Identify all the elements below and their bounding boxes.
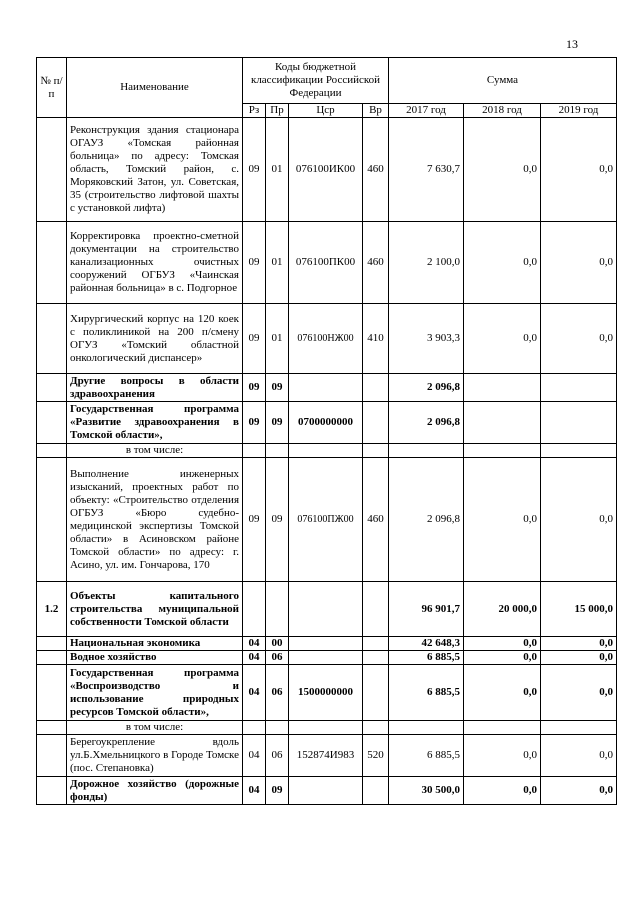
header-vr: Вр: [363, 104, 389, 118]
header-2019: 2019 год: [541, 104, 617, 118]
budget-table: [36, 57, 617, 805]
table-row: 1.2 Объекты капитального строительства муниципальной собственности Томской области 96 901,7 20 000,0 15 000,0: [37, 582, 617, 637]
table-row: Берегоукрепление вдоль ул.Б.Хмельницкого в Городе Томске (пос. Степановка) 04 06 152874И983 520 6 885,5 0,0 0,0: [37, 735, 617, 777]
header-name: Наименование: [67, 58, 243, 118]
header-num: № п/п: [37, 58, 67, 118]
table-row: в том числе:: [37, 444, 617, 458]
header-2017: 2017 год: [389, 104, 464, 118]
table-row: Хирургический корпус на 120 коек с поликлиникой на 200 п/смену ОГУЗ «Томский областной онкологический диспансер» 09 01 076100НЖ00 410 3 903,3 0,0 0,0: [37, 304, 617, 374]
table-row: в том числе:: [37, 721, 617, 735]
table-row: Реконструкция здания стационара ОГАУЗ «Томская районная больница» по адресу: Томская область, Томский район, с. Моряковский Затон, ул. Советская, 35 (строительство лифтовой шахты с установкой лифта) 09 01 076100ИК00 460 7 630,7 0,0 0,0: [37, 118, 617, 222]
table-row: Национальная экономика 04 00 42 648,3 0,0 0,0: [37, 637, 617, 651]
table-row: Выполнение инженерных изысканий, проектных работ по объекту: «Строительство отделения ОГБУЗ «Бюро судебно-медицинской экспертизы Томской области» в Асиновском районе Томской области» по адресу: г. Асино, ул. им. Гончарова, 170 09 09 076100ПЖ00 460 2 096,8 0,0 0,0: [37, 458, 617, 582]
table-row: Корректировка проектно-сметной документации на строительство канализационных очистных сооружений ОГБУЗ «Чаинская районная больница» в с. Подгорное 09 01 076100ПК00 460 2 100,0 0,0 0,0: [37, 222, 617, 304]
header-csr: Цср: [289, 104, 363, 118]
table-row: Дорожное хозяйство (дорожные фонды) 04 09 30 500,0 0,0 0,0: [37, 777, 617, 805]
header-2018: 2018 год: [464, 104, 541, 118]
header-sum: Сумма: [389, 58, 617, 104]
table-row: Государственная программа «Развитие здравоохранения в Томской области», 09 09 0700000000 2 096,8: [37, 402, 617, 444]
page-number: 13: [566, 37, 578, 51]
table-row: Водное хозяйство 04 06 6 885,5 0,0 0,0: [37, 651, 617, 665]
header-rz: Рз: [243, 104, 266, 118]
header-pr: Пр: [266, 104, 289, 118]
table-row: Другие вопросы в области здравоохранения 09 09 2 096,8: [37, 374, 617, 402]
table-row: Государственная программа «Воспроизводство и использование природных ресурсов Томской области», 04 06 1500000000 6 885,5 0,0 0,0: [37, 665, 617, 721]
header-codes: Коды бюджетной классификации Российской Федерации: [243, 58, 389, 104]
